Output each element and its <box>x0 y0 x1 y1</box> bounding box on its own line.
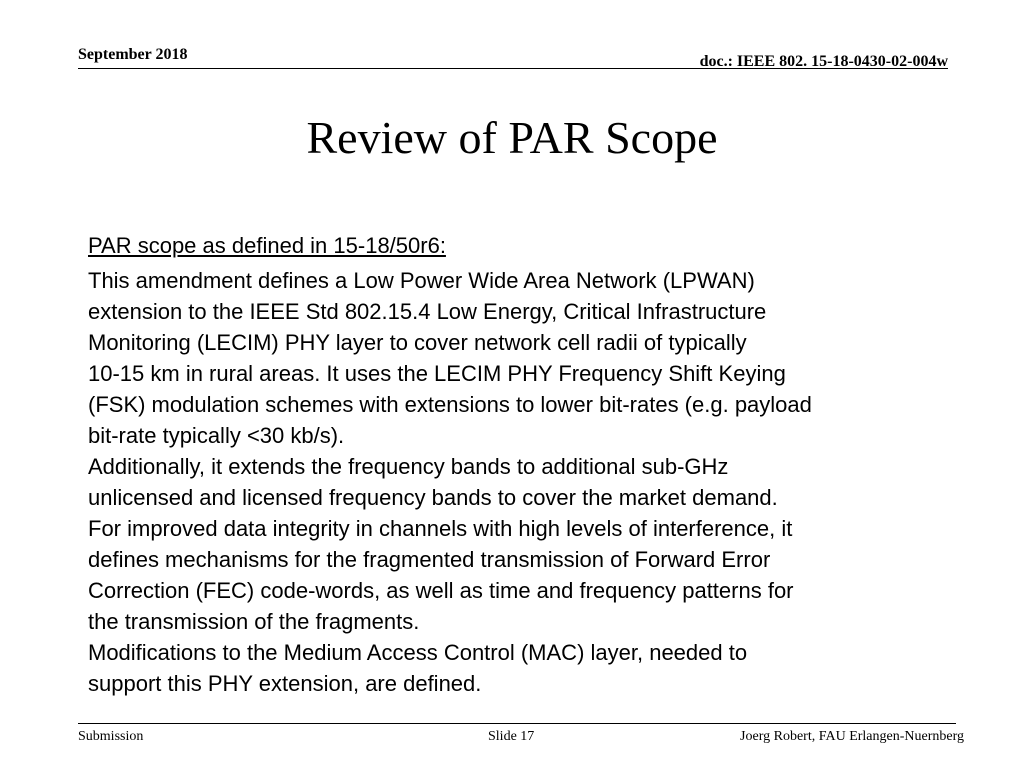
body-line-2: extension to the IEEE Std 802.15.4 Low Energy, Critical Infrastructure <box>88 299 767 324</box>
body-line-10: defines mechanisms for the fragmented transmission of Forward Error <box>88 547 771 572</box>
body-line-4: 10-15 km in rural areas. It uses the LECIM PHY Frequency Shift Keying <box>88 361 786 386</box>
body-line-3: Monitoring (LECIM) PHY layer to cover network cell radii of typically <box>88 330 747 355</box>
header-divider <box>78 68 948 69</box>
footer-divider <box>78 723 956 724</box>
body-subheading: PAR scope as defined in 15-18/50r6: <box>88 233 446 258</box>
body-line-5: (FSK) modulation schemes with extensions to lower bit-rates (e.g. payload <box>88 392 812 417</box>
body-line-1: This amendment defines a Low Power Wide Area Network (LPWAN) <box>88 268 755 293</box>
footer-submission: Submission <box>78 729 144 744</box>
body-line-14: support this PHY extension, are defined. <box>88 671 482 696</box>
body-line-6: bit-rate typically <30 kb/s). <box>88 423 345 448</box>
body-line-8: unlicensed and licensed frequency bands to cover the market demand. <box>88 485 778 510</box>
header-date: September 2018 <box>78 46 188 63</box>
slide-title: Review of PAR Scope <box>306 112 718 163</box>
footer-slide-number: Slide 17 <box>488 729 535 744</box>
body-line-13: Modifications to the Medium Access Control (MAC) layer, needed to <box>88 640 748 665</box>
header-doc-id: doc.: IEEE 802. 15-18-0430-02-004w <box>699 53 948 70</box>
footer-author: Joerg Robert, FAU Erlangen-Nuernberg <box>740 729 964 744</box>
body-line-12: the transmission of the fragments. <box>88 609 420 634</box>
body-line-7: Additionally, it extends the frequency bands to additional sub-GHz <box>88 454 729 479</box>
slide-body <box>88 230 948 699</box>
body-line-11: Correction (FEC) code-words, as well as time and frequency patterns for <box>88 578 794 603</box>
body-line-9: For improved data integrity in channels with high levels of interference, it <box>88 516 793 541</box>
